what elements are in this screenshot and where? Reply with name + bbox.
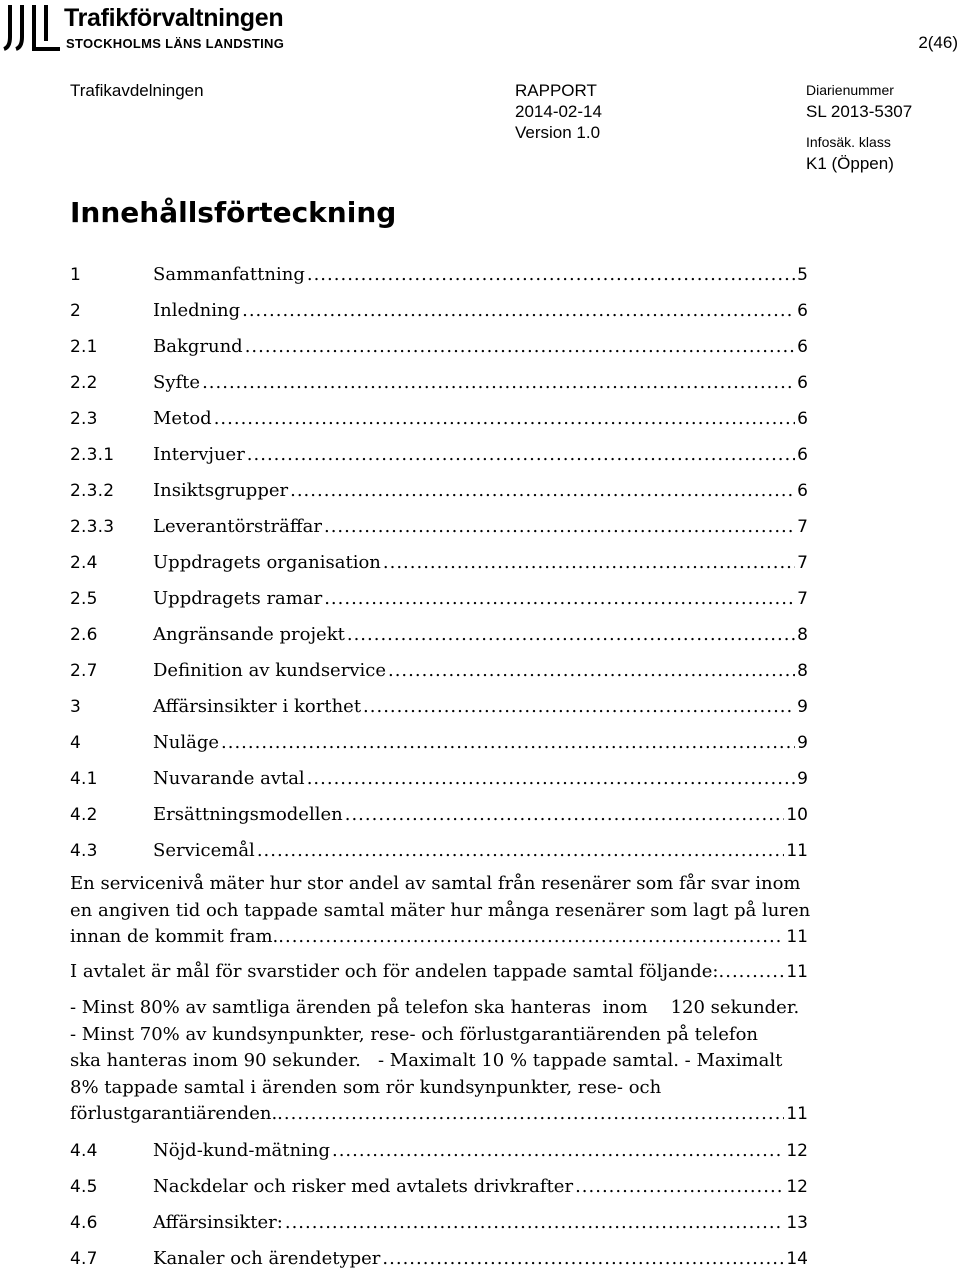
paragraph-line: En servicenivå mäter hur stor andel av samtal från resenärer som får svar inom — [70, 873, 801, 894]
toc-leader — [242, 299, 795, 323]
toc-leader — [221, 731, 795, 755]
toc-page: 10 — [786, 805, 808, 825]
toc-text: Affärsinsikter i korthet — [153, 696, 362, 717]
toc-leader — [324, 587, 795, 611]
toc-leader — [285, 1211, 785, 1235]
toc-text: Uppdragets organisation — [153, 552, 381, 573]
toc-entry[interactable] — [70, 259, 808, 295]
toc-page: 5 — [797, 265, 808, 285]
toc-page: 6 — [797, 481, 808, 501]
diarie-value: SL 2013-5307 — [806, 102, 913, 121]
toc-number: 1 — [70, 265, 82, 285]
toc-text: Ersättningsmodellen — [153, 804, 343, 825]
toc-leader — [347, 623, 795, 647]
paragraph-line — [70, 1101, 808, 1128]
toc-page: 11 — [786, 1104, 808, 1124]
toc-number: 2.4 — [70, 553, 98, 573]
paragraph-line-text: I avtalet är mål för svarstider och för andelen tappade samtal följande: — [70, 961, 719, 982]
paragraph-line: - Minst 80% av samtliga ärenden på telefon ska hanteras inom 120 sekunder. — [70, 997, 800, 1018]
toc-number: 2.5 — [70, 589, 98, 609]
toc-page: 8 — [797, 661, 808, 681]
toc-number: 2.6 — [70, 625, 98, 645]
diarie-label: Diarienummer — [806, 82, 894, 98]
paragraph-line: - Minst 70% av kundsynpunkter, rese- och förlustgarantiärenden på telefon — [70, 1023, 759, 1045]
toc-number: 4.6 — [70, 1213, 98, 1233]
toc-page: 7 — [797, 517, 808, 537]
toc-entry[interactable] — [70, 1135, 808, 1171]
logo-mark-icon — [2, 3, 60, 51]
toc-leader — [332, 1139, 784, 1163]
toc-leader — [245, 335, 795, 359]
toc-page: 6 — [797, 301, 808, 321]
toc-number: 2.7 — [70, 661, 98, 681]
header-report-block — [515, 80, 602, 143]
toc-leader — [202, 371, 795, 395]
toc-text: Servicemål — [153, 840, 255, 861]
toc-entry[interactable] — [70, 547, 808, 583]
toc-entry[interactable] — [70, 799, 808, 835]
toc-text: Metod — [153, 408, 212, 429]
toc-page: 9 — [797, 733, 808, 753]
toc-entry[interactable] — [70, 655, 808, 691]
toc-leader — [345, 803, 785, 827]
toc-entry[interactable] — [70, 727, 808, 763]
toc-leader — [278, 924, 784, 951]
toc-entry[interactable] — [70, 295, 808, 331]
toc-leader — [382, 1247, 784, 1271]
toc-paragraph-entry[interactable] — [70, 871, 811, 951]
toc-leader — [575, 1175, 784, 1199]
toc-paragraph-entry[interactable] — [70, 959, 808, 986]
toc-text: Nöjd-kund-mätning — [153, 1140, 330, 1161]
paragraph-line — [70, 924, 808, 951]
toc-leader — [307, 767, 795, 791]
toc-page: 7 — [797, 589, 808, 609]
toc-page: 9 — [797, 769, 808, 789]
toc-text: Definition av kundservice — [153, 660, 386, 681]
toc-number: 2.2 — [70, 373, 98, 393]
toc-page: 13 — [786, 1213, 808, 1233]
page-title: Innehållsförteckning — [70, 196, 397, 229]
toc-text: Nuläge — [153, 732, 220, 753]
toc-page: 11 — [786, 927, 808, 947]
header-diarie-block — [806, 80, 912, 174]
toc-number: 4.2 — [70, 805, 98, 825]
toc-leader — [257, 839, 785, 863]
toc-entry[interactable] — [70, 1207, 808, 1243]
toc-page: 6 — [797, 337, 808, 357]
toc-text: Angränsande projekt — [153, 624, 345, 645]
toc-number: 4 — [70, 733, 82, 753]
toc-text: Insiktsgrupper — [153, 480, 289, 501]
toc-entry[interactable] — [70, 331, 808, 367]
toc-number: 2.3.1 — [70, 445, 115, 465]
toc-leader — [214, 407, 795, 431]
toc-number: 2.3.3 — [70, 517, 115, 537]
toc-entry[interactable] — [70, 403, 808, 439]
toc-entry[interactable] — [70, 691, 808, 727]
paragraph-line — [70, 959, 808, 986]
toc-page: 8 — [797, 625, 808, 645]
toc-entry[interactable] — [70, 619, 808, 655]
toc-entry[interactable] — [70, 439, 808, 475]
department: Trafikavdelningen — [70, 81, 204, 100]
toc-entry[interactable] — [70, 511, 808, 547]
toc-number: 2.3.2 — [70, 481, 115, 501]
toc-leader — [719, 959, 785, 986]
toc-page: 11 — [786, 841, 808, 861]
toc-leader — [277, 1101, 784, 1128]
toc-text: Intervjuer — [153, 444, 245, 465]
toc-text: Syfte — [153, 372, 201, 393]
paragraph-line-text: innan de kommit fram. — [70, 926, 279, 947]
toc-page: 7 — [797, 553, 808, 573]
toc-entry[interactable] — [70, 475, 808, 511]
toc-number: 4.3 — [70, 841, 98, 861]
paragraph-line-text: förlustgarantiärenden. — [70, 1103, 278, 1124]
toc-leader — [290, 479, 795, 503]
toc-entry[interactable] — [70, 367, 808, 403]
toc-text: Uppdragets ramar — [153, 588, 323, 609]
toc-number: 2.3 — [70, 409, 98, 429]
toc-leader — [324, 515, 795, 539]
toc-page: 9 — [797, 697, 808, 717]
toc-leader — [307, 263, 795, 287]
trafikforvaltningen-logo — [0, 0, 330, 54]
header-department-block — [70, 80, 204, 101]
toc-page: 6 — [797, 373, 808, 393]
toc-paragraph-entry[interactable] — [70, 995, 808, 1128]
toc-entry[interactable] — [70, 1243, 808, 1279]
toc-number: 4.7 — [70, 1249, 98, 1269]
toc-text: Nackdelar och risker med avtalets drivkrafter — [153, 1176, 574, 1197]
logo-name: Trafikförvaltningen — [64, 4, 284, 32]
doc-date: 2014-02-14 — [515, 102, 602, 121]
toc-page: 12 — [786, 1177, 808, 1197]
toc-page: 6 — [797, 445, 808, 465]
toc-page: 6 — [797, 409, 808, 429]
toc-leader — [388, 659, 795, 683]
infosak-value: K1 (Öppen) — [806, 154, 894, 173]
toc-number: 4.5 — [70, 1177, 98, 1197]
toc-number: 2 — [70, 301, 82, 321]
toc-text: Inledning — [153, 300, 241, 321]
toc-number: 3 — [70, 697, 82, 717]
toc-leader — [247, 443, 795, 467]
doc-type: RAPPORT — [515, 81, 597, 100]
paragraph-line: ska hanteras inom 90 sekunder. - Maximalt 10 % tappade samtal. - Maximalt — [70, 1050, 783, 1071]
toc-text: Leverantörsträffar — [153, 516, 322, 537]
toc-list — [70, 259, 808, 871]
toc-entry[interactable] — [70, 835, 808, 871]
toc-text: Kanaler och ärendetyper — [153, 1248, 381, 1269]
toc-number: 4.4 — [70, 1141, 98, 1161]
toc-number: 2.1 — [70, 337, 98, 357]
toc-page: 14 — [786, 1249, 808, 1269]
toc-entry[interactable] — [70, 1171, 808, 1207]
toc-page: 12 — [786, 1141, 808, 1161]
toc-text: Bakgrund — [153, 336, 243, 357]
toc-text: Sammanfattning — [153, 264, 305, 285]
logo-subtitle: STOCKHOLMS LÄNS LANDSTING — [66, 36, 285, 51]
page-number: 2(46) — [918, 33, 958, 52]
toc-page: 11 — [786, 962, 808, 982]
toc-number: 4.1 — [70, 769, 98, 789]
toc-text: Nuvarande avtal — [153, 768, 305, 789]
toc-text: Affärsinsikter: — [153, 1212, 283, 1233]
toc-entry[interactable] — [70, 583, 808, 619]
toc-entry[interactable] — [70, 763, 808, 799]
toc-list-continued — [70, 1135, 808, 1279]
infosak-label: Infosäk. klass — [806, 134, 891, 150]
toc-leader — [363, 695, 795, 719]
toc-leader — [383, 551, 795, 575]
doc-version: Version 1.0 — [515, 123, 601, 142]
paragraph-line: en angiven tid och tappade samtal mäter hur många resenärer som lagt på luren — [70, 899, 811, 921]
paragraph-line: 8% tappade samtal i ärenden som rör kundsynpunkter, rese- och — [70, 1076, 662, 1098]
